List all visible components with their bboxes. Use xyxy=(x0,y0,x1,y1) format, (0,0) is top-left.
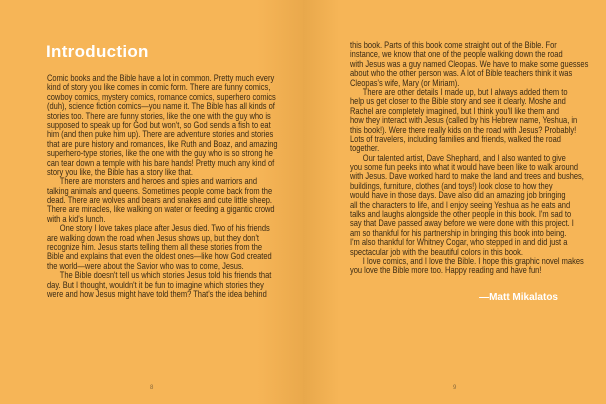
text-line: Lots of travelers, including families and friends, walked the road xyxy=(350,132,561,144)
text-line: Bible and explains that even the oldest ones—like how God created xyxy=(47,250,272,262)
text-line: with a kid's lunch. xyxy=(47,212,106,224)
text-line: you some fun peeks into what it would have been like to walk around xyxy=(350,161,579,173)
text-line: instance, we know that one of the people walking down the road xyxy=(350,48,563,60)
text-line: the world—were about the Savior who was to come, Jesus. xyxy=(47,259,244,271)
page-number: 9 xyxy=(453,385,457,391)
text-line: supposed to speak up for God but won't, so God sends a fish to eat xyxy=(47,118,271,130)
text-line: day. But I thought, wouldn't it be fun to imagine which stories they xyxy=(47,278,264,290)
text-line: There are other details I made up, but I always added them to xyxy=(362,85,568,97)
text-line: superhero-type stories, like the one with the guy who is so strong he xyxy=(47,147,273,159)
text-line: talks and laughs alongside the other people in this book. I'm sad to xyxy=(350,208,572,220)
page-title: Introduction xyxy=(46,42,149,61)
text-line: are walking down the road when Jesus shows up, but they don't xyxy=(47,231,259,243)
page-number: 8 xyxy=(150,385,154,391)
text-line: am so thankful for his partnership in bringing this book into being. xyxy=(350,226,567,238)
text-line: dead. There are wolves and bears and snakes and cute little sheep. xyxy=(47,194,273,206)
text-line: together. xyxy=(350,142,380,154)
text-line: There are miracles, like walking on water or feeding a gigantic crowd xyxy=(47,203,275,215)
text-line: were and how Jesus might have told them? That's the idea behind xyxy=(47,287,267,299)
text-line: you love the Bible more too. Happy reading and have fun! xyxy=(350,264,542,276)
text-line: all the characters to life, and I enjoy seeing Yeshua as he eats and xyxy=(350,198,571,210)
text-line: talking animals and queens. Sometimes people come back from the xyxy=(47,184,273,196)
text-line: would have in those days. Dave also did an amazing job bringing xyxy=(350,189,566,201)
text-line: Our talented artist, Dave Shephard, and I also wanted to give xyxy=(362,151,566,163)
text-line: kind of story you like comes in comic form. There are funny comics, xyxy=(47,81,271,93)
text-line: how they interact with Jesus (called by his Hebrew name, Yeshua, in xyxy=(350,114,578,126)
right-page xyxy=(303,0,606,404)
text-line: help us get closer to the Bible story and see it clearly. Moshe and xyxy=(350,95,566,107)
text-line: cowboy comics, mystery comics, romance comics, superhero comics xyxy=(47,90,276,102)
text-line: with Jesus was a guy named Cleopas. We have to make some guesses xyxy=(350,57,589,69)
text-line: recognize him. Jesus starts telling them all these stories from the xyxy=(47,241,263,253)
text-line: (duh), science fiction comics—you name it. The Bible has all kinds of xyxy=(47,100,275,112)
text-line: story you like, the Bible has a story like that. xyxy=(47,165,193,177)
text-line: that are pure history and romances, like Ruth and Boaz, and amazing xyxy=(47,137,278,149)
text-line: There are monsters and heroes and spies and warriors and xyxy=(59,175,257,187)
text-line: can tear down a temple with his bare hands! Pretty much any kind of xyxy=(47,156,275,168)
text-line: spectacular job with the beautiful colors in this book. xyxy=(350,245,524,257)
text-line: Comic books and the Bible have a lot in common. Pretty much every xyxy=(47,72,275,83)
text-line: I love comics, and I love the Bible. I hope this graphic novel makes xyxy=(362,254,584,266)
text-line: I'm also thankful for Whitney Cogar, who stepped in and did just a xyxy=(350,236,568,248)
text-line: him (and then puke him up). There are adventure stories and stories xyxy=(47,128,274,140)
body-text xyxy=(47,73,335,298)
text-line: stories too. There are funny stories, like the one with the guy who is xyxy=(47,109,271,121)
text-line: The Bible doesn't tell us which stories Jesus told his friends that xyxy=(59,269,272,281)
body-text xyxy=(350,40,606,275)
text-line: Cleopas's wife, Mary (or Miriam). xyxy=(350,76,460,88)
text-line: buildings, furniture, clothes (and toys!) look close to how they xyxy=(350,179,553,191)
text-line: about who the other person was. A lot of Bible teachers think it was xyxy=(350,67,573,79)
text-line: this book. Parts of this book come straight out of the Bible. For xyxy=(350,39,557,50)
author-signature: —Matt Mikalatos xyxy=(479,292,558,303)
text-line: Rachel are completely imagined, but I think you'll like them and xyxy=(350,104,560,116)
text-line: One story I love takes place after Jesus died. Two of his friends xyxy=(59,222,270,234)
text-line: this book!). Were there really kids on the road with Jesus? Probably! xyxy=(350,123,577,135)
text-line: say that Dave passed away before we were done with this project. I xyxy=(350,217,574,229)
text-line: with Jesus. Dave worked hard to make the land and trees and bushes, xyxy=(350,170,584,182)
